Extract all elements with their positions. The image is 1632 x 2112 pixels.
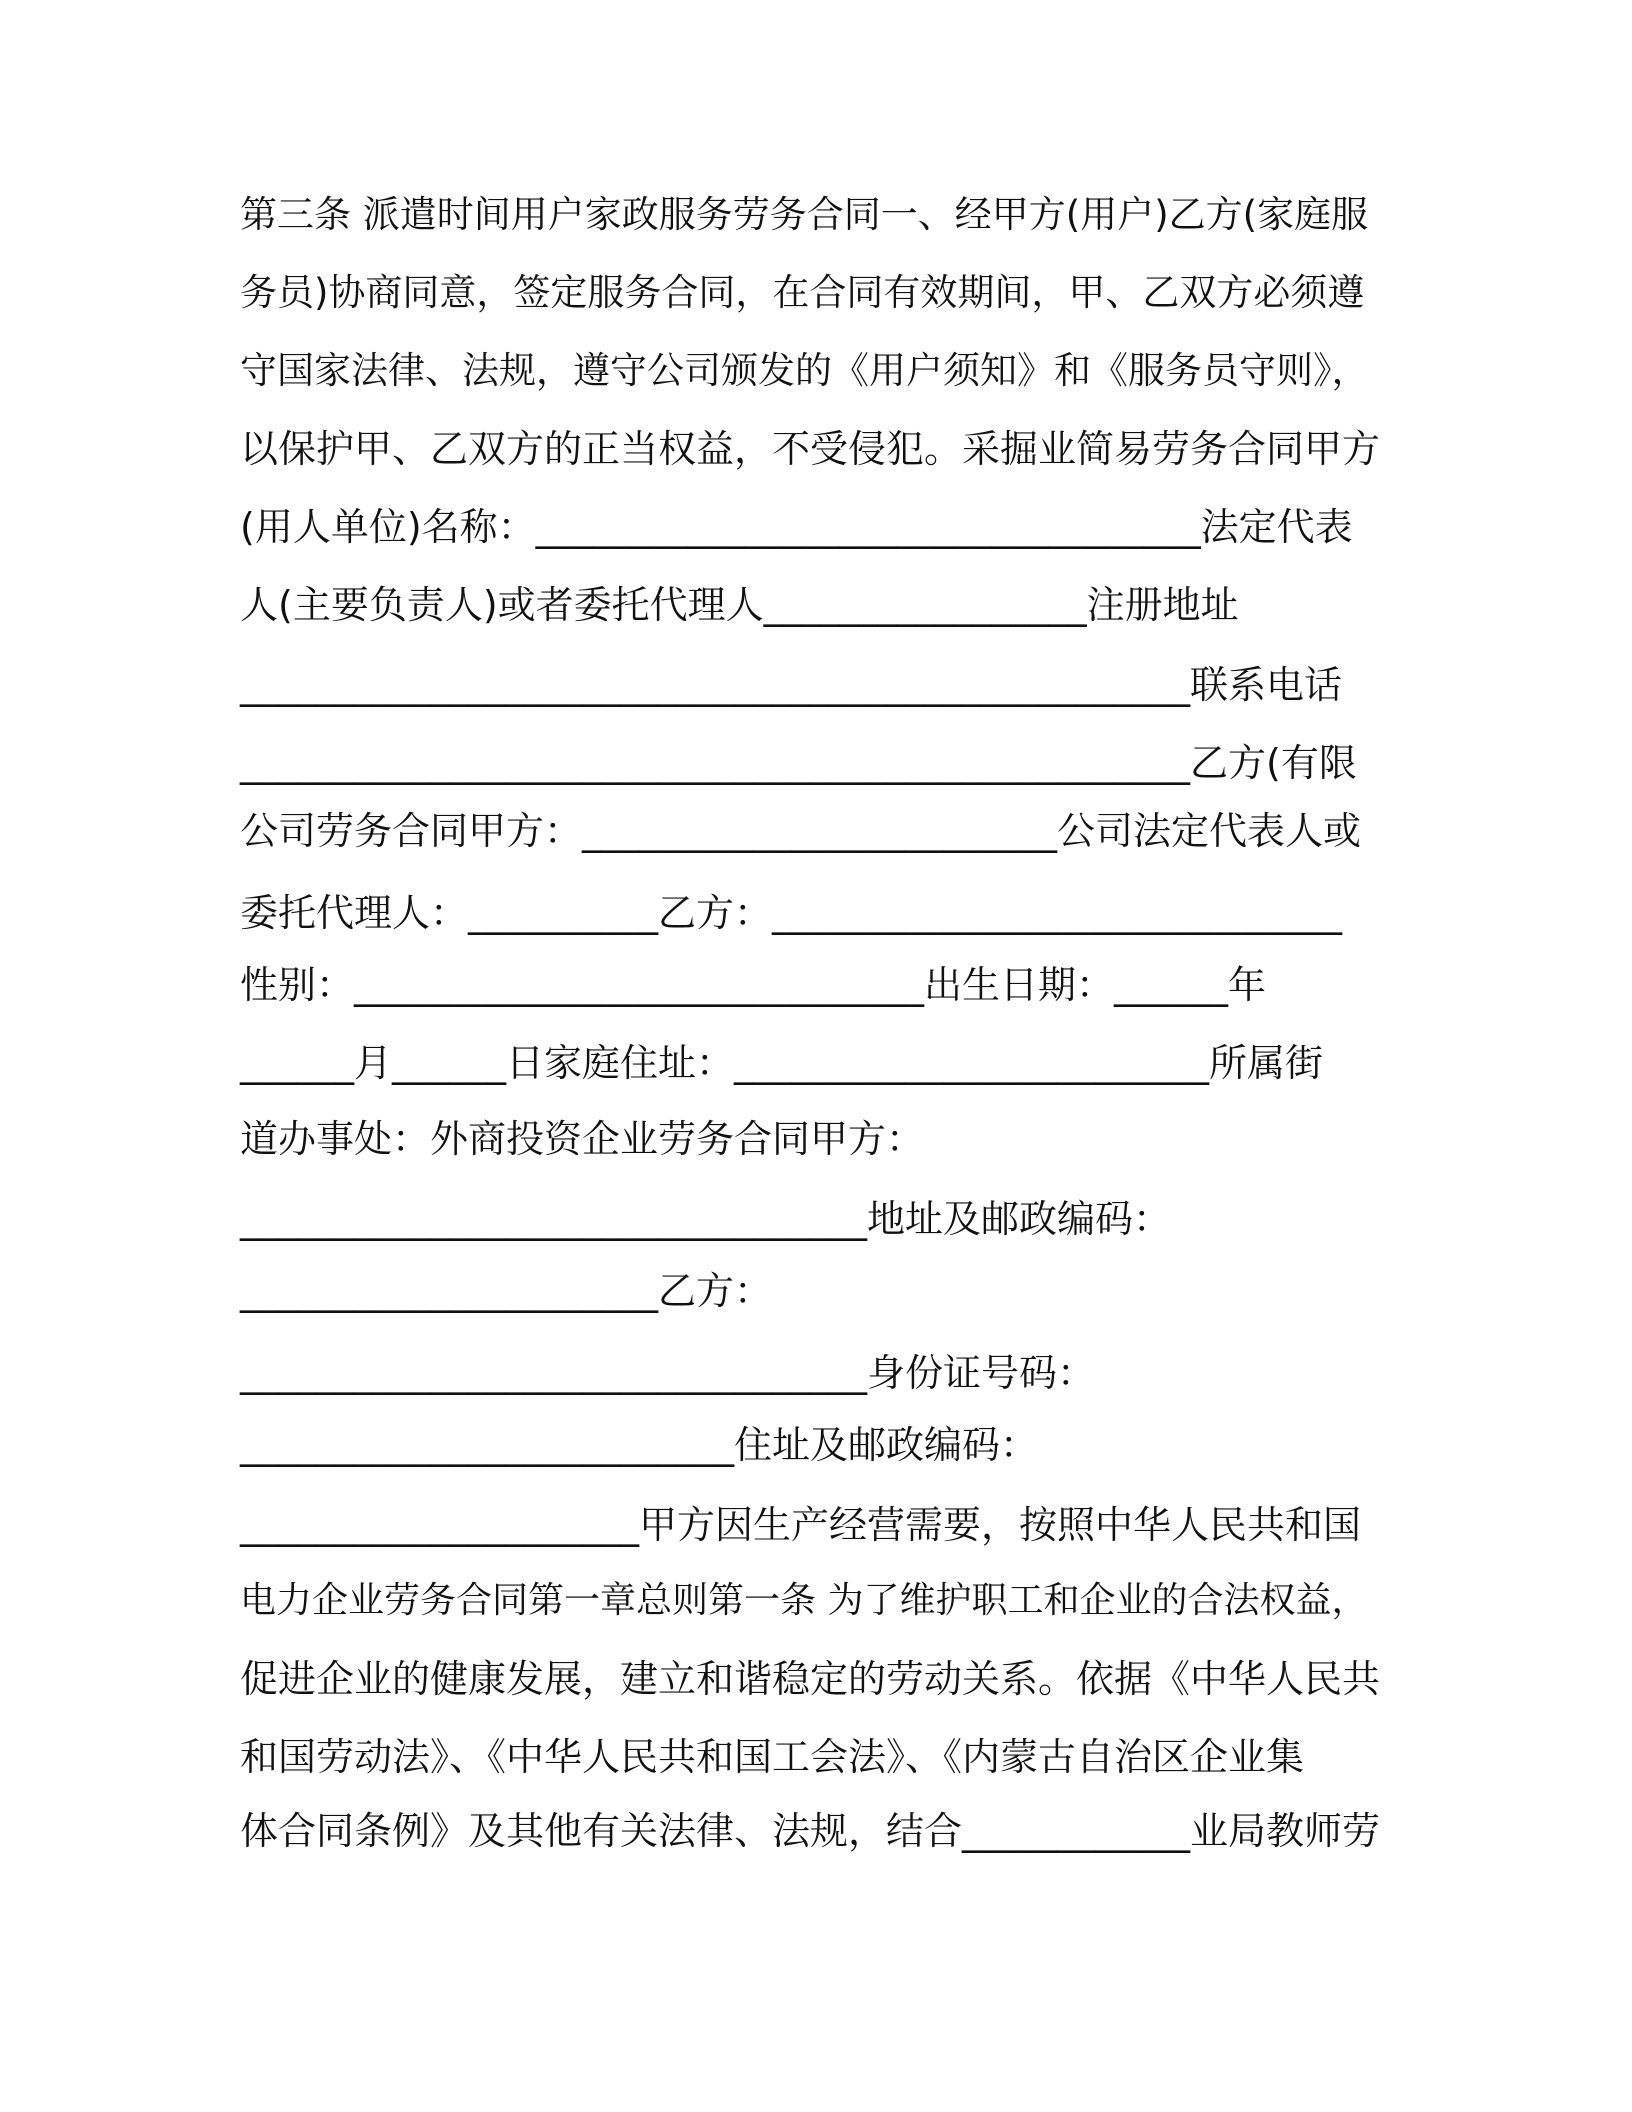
text-line: __________________________________________________乙方(有限 [240, 741, 1357, 785]
text-line: 委托代理人：__________乙方：______________________________ [240, 891, 1343, 935]
text-line: 道办事处：外商投资企业劳务合同甲方： [240, 1117, 925, 1161]
text-line: 促进企业的健康发展，建立和谐稳定的劳动关系。依据《中华人民共 [240, 1657, 1381, 1701]
text-line: __________________________________________________联系电话 [240, 663, 1343, 707]
text-line: __________________________住址及邮政编码： [240, 1423, 1039, 1467]
text-line: 公司劳务合同甲方：_________________________公司法定代表人或 [240, 809, 1362, 853]
text-line: _________________________________地址及邮政编码： [240, 1197, 1172, 1241]
text-line: _____________________甲方因生产经营需要，按照中华人民共和国 [240, 1503, 1362, 1547]
text-line: ______月______日家庭住址：_________________________所属街 [240, 1041, 1324, 1085]
text-line: 电力企业劳务合同第一章总则第一条 为了维护职工和企业的合法权益， [240, 1580, 1368, 1621]
text-line: 和国劳动法》、《中华人民共和国工会法》、《内蒙古自治区企业集 [240, 1735, 1305, 1779]
text-line: 性别：______________________________出生日期：______年 [240, 963, 1267, 1007]
text-line: 体合同条例》及其他有关法律、法规，结合____________业局教师劳 [240, 1809, 1381, 1853]
text-line: 以保护甲、乙双方的正当权益，不受侵犯。采掘业简易劳务合同甲方 [240, 427, 1381, 471]
text-line: _________________________________身份证号码： [240, 1351, 1096, 1395]
text-line: (用人单位)名称：___________________________________法定代表 [240, 505, 1353, 549]
text-line: 人(主要负责人)或者委托代理人_________________注册地址 [240, 583, 1239, 627]
text-line: 第三条 派遣时间用户家政服务劳务合同一、经甲方(用户)乙方(家庭服 [240, 193, 1369, 236]
text-line: 守国家法律、法规，遵守公司颁发的《用户须知》和《服务员守则》， [240, 349, 1369, 392]
text-line: ______________________乙方： [240, 1269, 773, 1313]
text-line: 务员)协商同意，签定服务合同，在合同有效期间，甲、乙双方必须遵 [240, 271, 1365, 314]
